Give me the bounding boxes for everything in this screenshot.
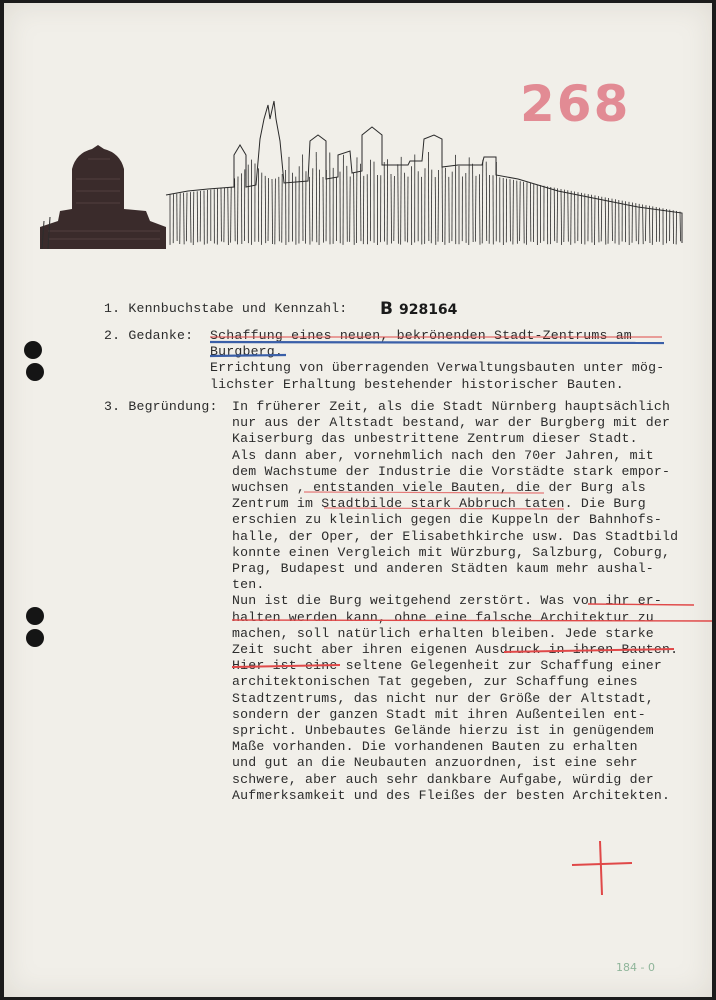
text-line: In früherer Zeit, als die Stadt Nürnberg hauptsächlich	[232, 399, 671, 414]
text-line: Burgberg.	[210, 344, 284, 360]
text-line: sondern der ganzen Stadt mit ihren Außenteilen ent-	[232, 706, 646, 722]
text-line: halle, der Oper, der Elisabethkirche usw. Das Stadtbild	[232, 528, 679, 544]
text-line: schwere, aber auch sehr dankbare Aufgabe, würdig der	[232, 771, 654, 787]
text-line: Als dann aber, vornehmlich nach den 70er Jahren, mit	[232, 447, 654, 463]
text-line: Errichtung von überragenden Verwaltungsbauten unter mög-	[210, 360, 665, 376]
text-line: Maße vorhanden. Die vorhandenen Bauten zu erhalten	[232, 739, 638, 755]
code-number: 928164	[398, 302, 458, 318]
punch-hole	[26, 607, 44, 625]
text-line: Stadtzentrums, das nicht nur der Größe der Altstadt,	[232, 690, 654, 706]
item2-label: 2. Gedanke:	[104, 328, 194, 343]
item3-label: 3. Begründung:	[104, 399, 218, 414]
pencil-note: 184 - 0	[616, 961, 655, 974]
red-cross-mark	[570, 837, 634, 901]
text-line: und gut an die Neubauten anzuordnen, ist eine sehr	[232, 755, 638, 771]
text-line: Aufmerksamkeit und des Fleißes der besten Architekten.	[232, 787, 671, 803]
text-line: Kaiserburg das unbestrittene Zentrum dieser Stadt.	[232, 431, 638, 447]
code-letter: B	[380, 299, 393, 319]
text-line: spricht. Unbebautes Gelände hierzu ist in genügendem	[232, 723, 654, 739]
item2-text	[210, 328, 664, 393]
text-line: halten werden kann, ohne eine falsche Architektur zu	[232, 609, 654, 625]
text-line: Schaffung eines neuen, bekrönenden Stadt-Zentrums am	[210, 328, 632, 343]
item1-label: 1. Kennbuchstabe und Kennzahl:	[104, 301, 348, 316]
text-line: Prag, Budapest und anderen Städten kaum mehr aushal-	[232, 561, 654, 577]
text-line: dem Wachstume der Industrie die Vorstädte stark empor-	[232, 463, 671, 479]
archive-stamp: 268	[520, 75, 631, 133]
text-line: architektonischen Tat gegeben, zur Schaffung eines	[232, 674, 638, 690]
text-line: erschien zu kleinlich gegen die Kuppeln der Bahnhofs-	[232, 512, 663, 528]
text-line: Nun ist die Burg weitgehend zerstört. Was von ihr er-	[232, 593, 663, 609]
text-line: lichster Erhaltung bestehender historischer Bauten.	[210, 376, 624, 392]
item1-code	[380, 299, 457, 319]
hatching	[170, 152, 681, 245]
skyline-drawing	[38, 99, 688, 255]
dome-building	[40, 145, 166, 249]
text-line: Zeit sucht aber ihren eigenen Ausdruck in ihren Bauten.	[232, 642, 679, 658]
text-line: Hier ist eine seltene Gelegenheit zur Schaffung einer	[232, 658, 663, 674]
text-line: machen, soll natürlich erhalten bleiben. Jede starke	[232, 625, 654, 641]
document-page	[4, 3, 712, 997]
city-silhouette	[166, 101, 682, 245]
text-line: wuchsen , entstanden viele Bauten, die der Burg als	[232, 480, 646, 496]
punch-hole	[26, 629, 44, 647]
text-line: konnte einen Vergleich mit Würzburg, Salzburg, Coburg,	[232, 544, 671, 560]
text-line: nur aus der Altstadt bestand, war der Burgberg mit der	[232, 415, 671, 431]
punch-hole	[26, 363, 44, 381]
item3-text	[232, 399, 678, 804]
text-line: ten.	[232, 577, 265, 593]
punch-hole	[24, 341, 42, 359]
text-line: Zentrum im Stadtbilde stark Abbruch taten. Die Burg	[232, 496, 646, 512]
